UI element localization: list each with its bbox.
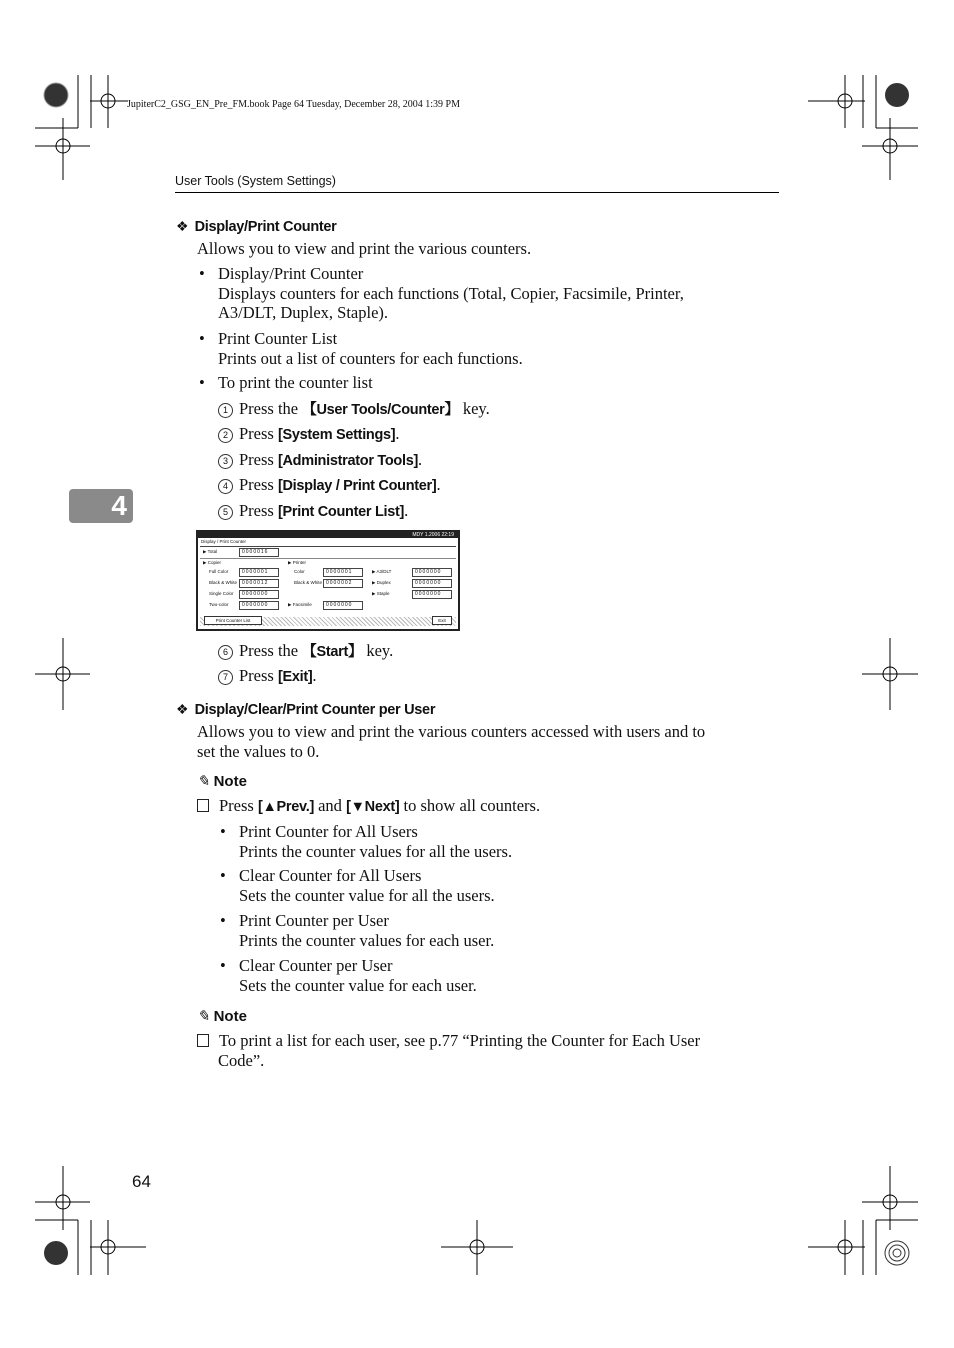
list-item (218, 911, 494, 950)
p-bw-value: 0000002 (323, 579, 363, 588)
note-text: to show all counters. (399, 796, 541, 815)
copier-label: ▶ Copier (203, 560, 221, 565)
step-number: 5 (218, 505, 233, 520)
bw-label: Black & White (209, 580, 238, 585)
page-number: 64 (132, 1172, 151, 1191)
step (218, 424, 399, 446)
duplex-label: ▶ Duplex (372, 580, 391, 585)
list-item (218, 866, 495, 905)
step (218, 666, 317, 688)
step-text: Press (239, 475, 278, 494)
two-color-value: 0000000 (239, 601, 279, 610)
list-item-title: Clear Counter for All Users (239, 866, 422, 885)
section-title: Display/Print Counter (194, 219, 337, 235)
bullet-dot: • (220, 956, 226, 975)
bullet-dot: • (220, 911, 226, 930)
step (218, 475, 441, 497)
p-color-label: Color (294, 569, 305, 574)
key-label: 【User Tools/Counter】 (302, 402, 459, 418)
step-number: 7 (218, 670, 233, 685)
checkbox-icon (197, 799, 209, 812)
list-item-desc: Sets the counter value for each user. (239, 975, 477, 995)
note-item (197, 796, 540, 818)
note-text: and (313, 796, 347, 815)
section-title: Display/Clear/Print Counter per User (194, 702, 436, 718)
single-color-value: 0000000 (239, 590, 279, 599)
section-intro (197, 722, 705, 761)
two-color-label: Two-color (209, 602, 229, 607)
note-text: To print a list for each user, see p.77 “Printing the Counter for Each User (219, 1031, 701, 1050)
list-item-title: Print Counter for All Users (239, 822, 418, 841)
step-text: key. (458, 399, 490, 418)
chapter-tab (69, 489, 133, 523)
list-item-title: Print Counter per User (239, 911, 389, 930)
step-text: Press (239, 450, 278, 469)
single-color-label: Single Color (209, 591, 234, 596)
staple-label: ▶ Staple (372, 591, 390, 596)
total-value: 0000016 (239, 548, 279, 557)
diamond-bullet-icon: ❖ (176, 220, 189, 235)
duplex-value: 0000000 (412, 579, 452, 588)
printer-label: ▶ Printer (288, 560, 306, 565)
step-number: 2 (218, 428, 233, 443)
list-item (197, 329, 523, 368)
step-text: Press (239, 666, 278, 685)
bw-value: 0000012 (239, 579, 279, 588)
p-bw-label: Black & White (294, 580, 323, 585)
section-heading (176, 218, 337, 236)
step-text: Press (239, 501, 278, 520)
intro-line: set the values to 0. (197, 741, 320, 761)
diamond-bullet-icon: ❖ (176, 703, 189, 718)
key-label: [▲Prev.] (257, 799, 314, 815)
chapter-number: 4 (111, 490, 127, 521)
step-number: 1 (218, 403, 233, 418)
step-number: 4 (218, 479, 233, 494)
facsimile-label: ▶ Facsimile (288, 602, 312, 607)
key-label: [Exit] (277, 669, 313, 685)
list-item (197, 264, 787, 323)
note-text: Code”. (218, 1050, 265, 1070)
header-rule (175, 192, 779, 193)
step-text: Press the (239, 399, 303, 418)
bullet-dot: • (199, 264, 205, 283)
a3dlt-label: ▶ A3/DLT (372, 569, 392, 574)
note-heading (197, 1007, 247, 1026)
pencil-icon: ✎ (197, 774, 210, 790)
screen-status-bar: MDY 1.2006 22:19 (198, 532, 458, 538)
p-color-value: 0000001 (323, 568, 363, 577)
step-text: . (418, 450, 423, 469)
key-label: [Print Counter List] (277, 504, 405, 520)
list-item-desc: Prints out a list of counters for each functions. (218, 348, 523, 368)
counter-screen (196, 530, 460, 631)
step (218, 641, 393, 663)
step (218, 399, 490, 421)
bullet-dot: • (220, 866, 226, 885)
note-item (197, 1031, 700, 1070)
full-color-label: Full Color (209, 569, 229, 574)
bullet-dot: • (220, 822, 226, 841)
a3dlt-value: 0000000 (412, 568, 452, 577)
running-head: User Tools (System Settings) (175, 174, 336, 188)
intro-line: Allows you to view and print the various counters accessed with users and to (197, 722, 706, 741)
full-color-value: 0000001 (239, 568, 279, 577)
list-item-desc: Sets the counter value for all the users. (239, 885, 495, 905)
bullet-dot: • (199, 373, 205, 392)
list-item-title: To print the counter list (218, 373, 373, 392)
list-item (197, 373, 373, 393)
note-heading (197, 772, 247, 791)
step-number: 3 (218, 454, 233, 469)
step-text: key. (362, 641, 394, 660)
step (218, 501, 408, 523)
facsimile-value: 0000000 (323, 601, 363, 610)
print-counter-list-button[interactable]: Print Counter List (204, 616, 262, 625)
bullet-dot: • (199, 329, 205, 348)
checkbox-icon (197, 1034, 209, 1047)
step (218, 450, 422, 472)
key-label: [Administrator Tools] (277, 453, 419, 469)
section-intro: Allows you to view and print the various counters. (197, 239, 532, 258)
list-item-desc: Prints the counter values for each user. (239, 930, 495, 950)
note-label: Note (213, 773, 247, 790)
note-label: Note (213, 1008, 247, 1025)
book-info: JupiterC2_GSG_EN_Pre_FM.book Page 64 Tuesday, December 28, 2004 1:39 PM (127, 99, 460, 110)
total-label: ▶ Total (203, 549, 218, 554)
step-number: 6 (218, 645, 233, 660)
screen-title: Display / Print Counter (201, 539, 247, 544)
list-item (218, 956, 477, 995)
note-text: Press (219, 796, 258, 815)
step-text: Press the (239, 641, 303, 660)
list-item-title: Print Counter List (218, 329, 338, 348)
key-label: [Display / Print Counter] (277, 478, 437, 494)
step-text: . (395, 424, 400, 443)
step-text: . (436, 475, 441, 494)
step-text: . (404, 501, 409, 520)
list-item (218, 822, 512, 861)
key-label: [▼Next] (346, 799, 400, 815)
staple-value: 0000000 (412, 590, 452, 599)
step-text: . (312, 666, 317, 685)
list-item-title: Display/Print Counter (218, 264, 364, 283)
key-label: 【Start】 (302, 644, 363, 660)
list-item-desc: Prints the counter values for all the users. (239, 841, 513, 861)
pencil-icon: ✎ (197, 1009, 210, 1025)
list-item-title: Clear Counter per User (239, 956, 393, 975)
step-text: Press (239, 424, 278, 443)
section-heading (176, 701, 435, 719)
list-item-desc: Displays counters for each functions (Total, Copier, Facsimile, Printer, (218, 283, 684, 303)
key-label: [System Settings] (277, 427, 396, 443)
list-item-desc: A3/DLT, Duplex, Staple). (218, 303, 389, 322)
exit-button[interactable]: Exit (432, 616, 452, 625)
